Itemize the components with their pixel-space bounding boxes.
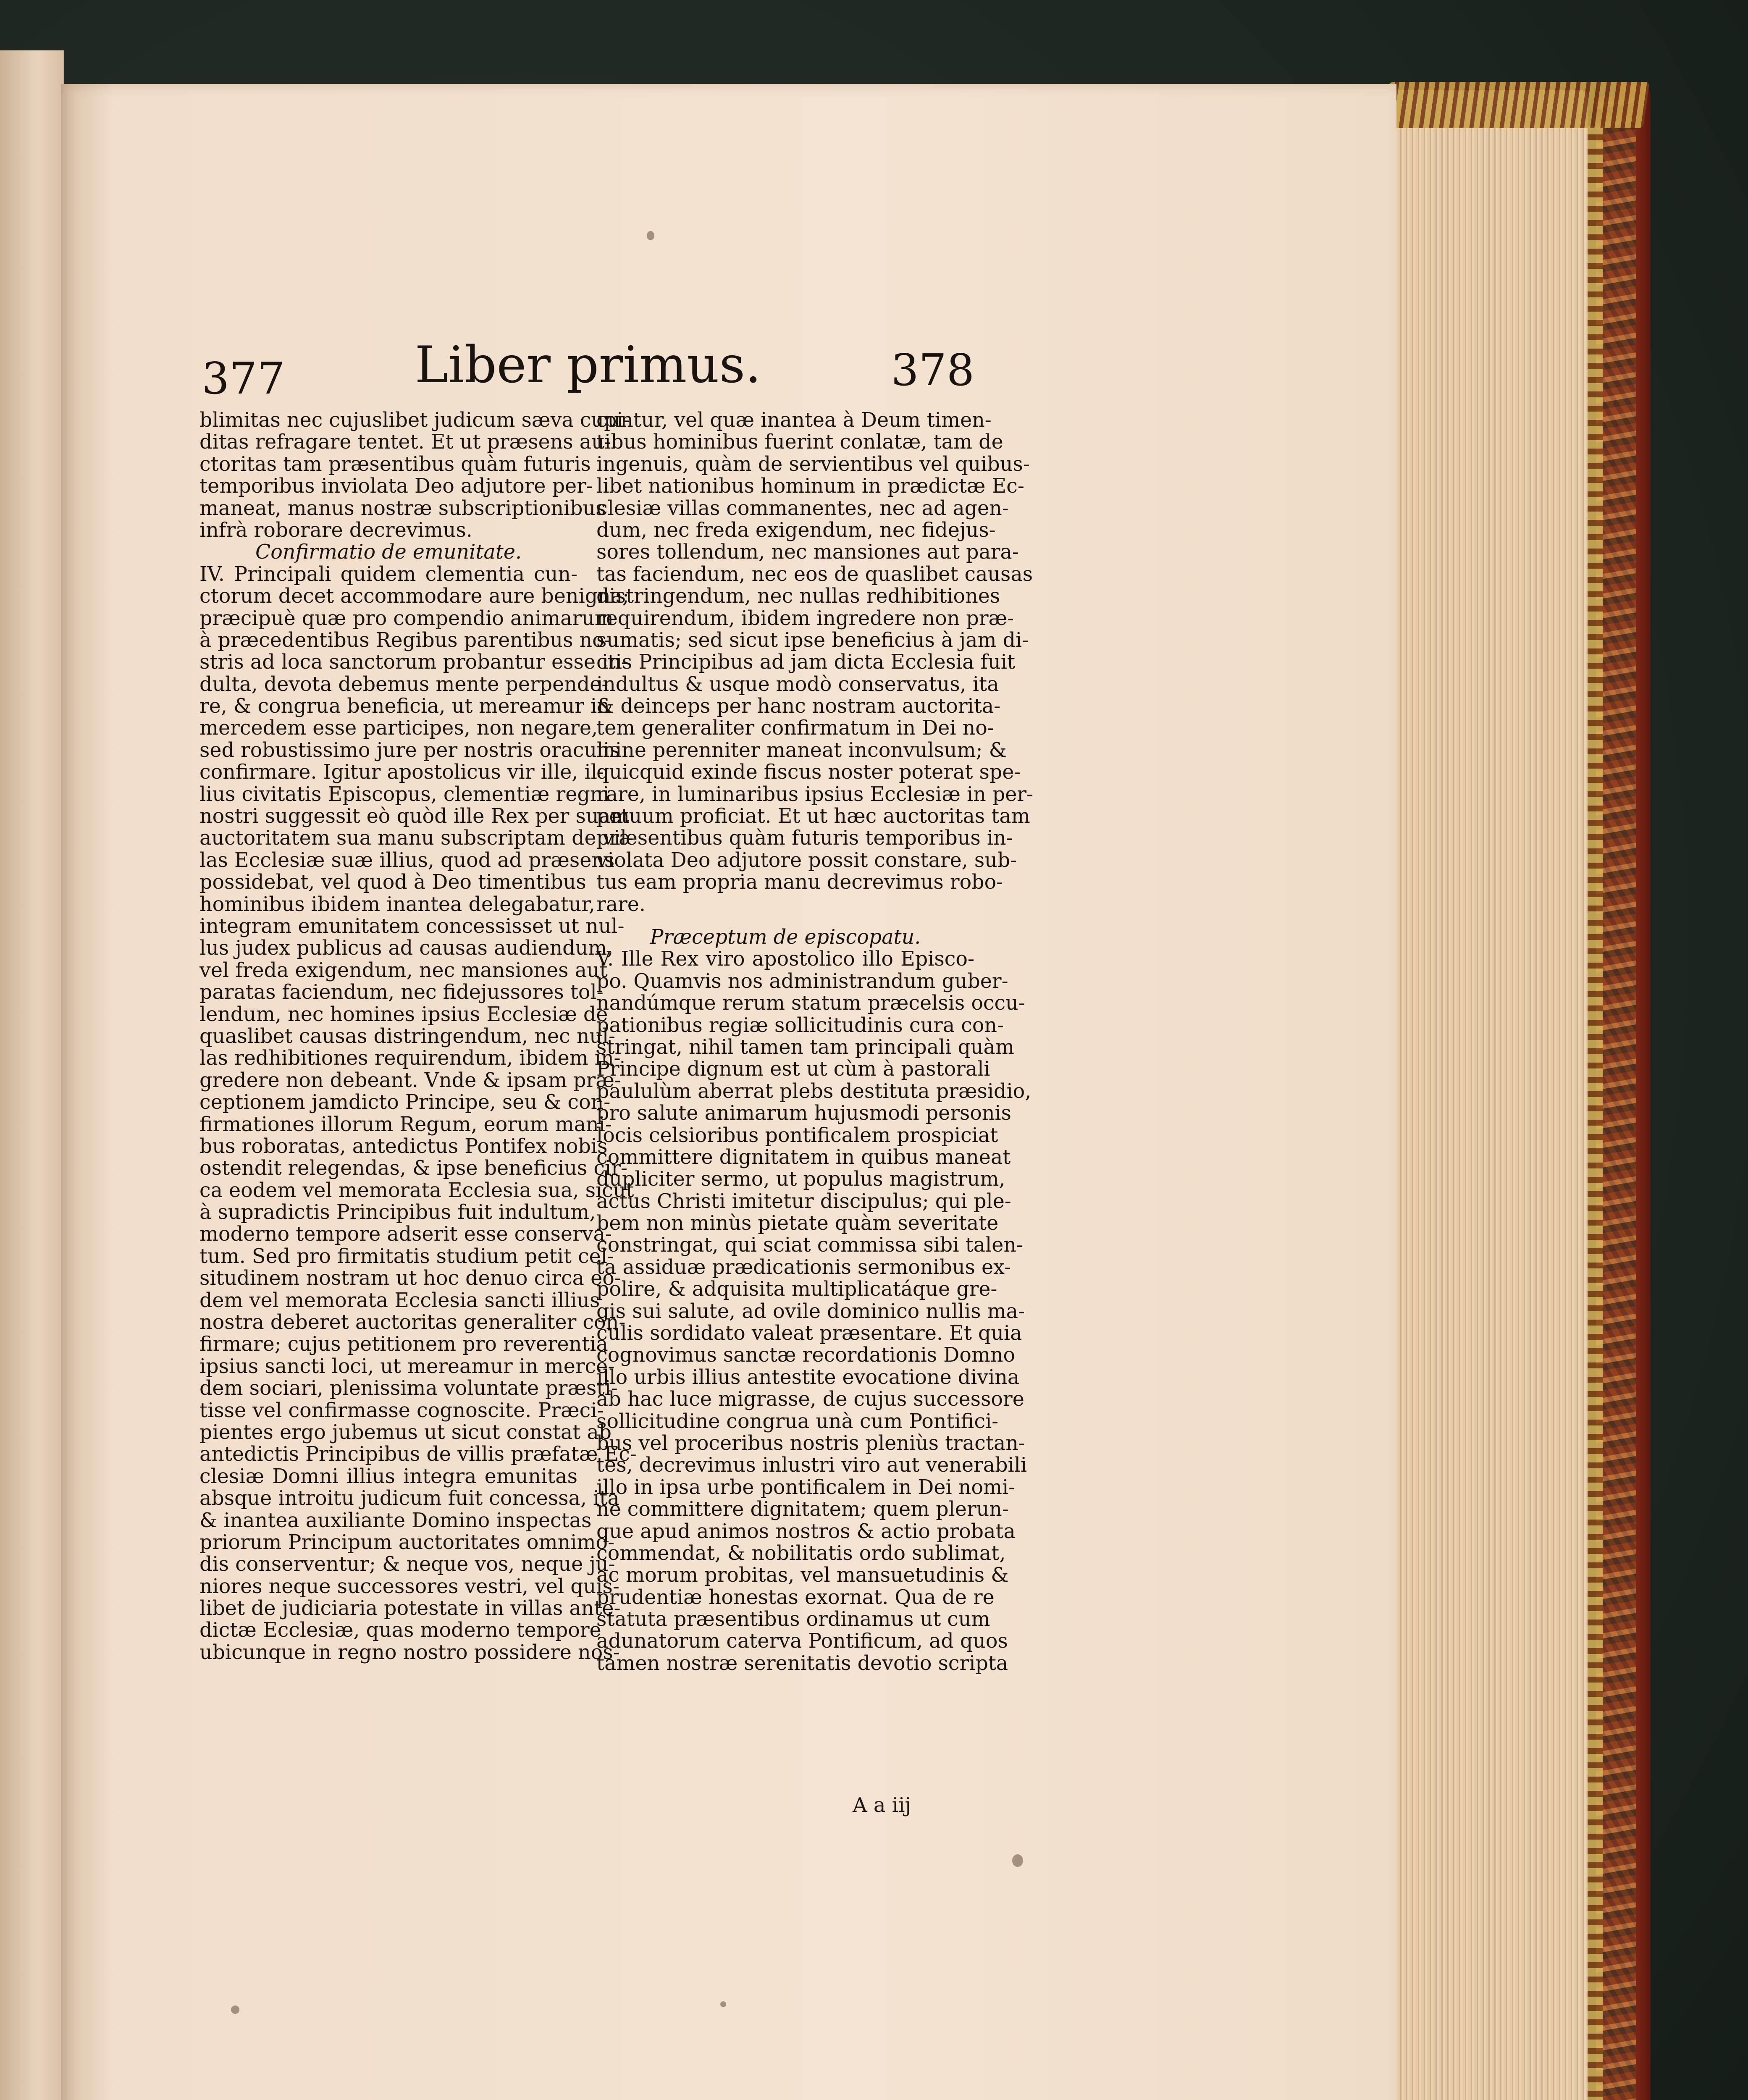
running-title: Liber primus.: [415, 336, 761, 394]
text-line: cognovimus sanctæ recordationis Domno: [596, 1344, 1016, 1367]
text-line: absque introitu judicum fuit concessa, ita: [199, 1487, 619, 1510]
text-line: prudentiæ honestas exornat. Qua de re: [596, 1586, 995, 1609]
paper-spot: [231, 2006, 239, 2014]
text-line: dum, nec freda exigendum, nec fidejus-: [596, 518, 996, 542]
text-line: po. Quamvis nos administrandum guber-: [596, 969, 1008, 993]
text-line: ctoritas tam præsentibus quàm futuris: [199, 452, 591, 476]
text-line: pro salute animarum hujusmodi personis: [596, 1102, 1012, 1125]
text-line: IV. Principali quidem clementia cun-: [199, 562, 577, 586]
text-line: moderno tempore adserit esse conserva-: [199, 1223, 612, 1246]
text-line: tibus hominibus fuerint conlatæ, tam de: [596, 430, 1003, 454]
text-line: bus roboratas, antedictus Pontifex nobis: [199, 1134, 608, 1158]
page-edges: [1386, 90, 1588, 2100]
text-line: petuum proficiat. Et ut hæc auctoritas tam: [596, 805, 1030, 828]
text-line: ceptionem jamdicto Principe, seu & con-: [199, 1091, 611, 1114]
text-line: auctoritatem sua manu subscriptam de vil-: [199, 827, 633, 850]
text-line: clesiæ villas commanentes, nec ad agen-: [596, 496, 1009, 520]
text-line: dulta, devota debemus mente perpende-: [199, 672, 609, 696]
facing-page-edge: [0, 50, 64, 2100]
text-line: culis sordidato valeat præsentare. Et quia: [596, 1322, 1022, 1345]
text-line: nandúmque rerum statum præcelsis occu-: [596, 992, 1025, 1015]
text-line: bem non minùs pietate quàm severitate: [596, 1212, 999, 1235]
text-line: ctis Principibus ad jam dicta Ecclesia fuit: [596, 651, 1016, 674]
text-line: bus vel proceribus nostris pleniùs tractan-: [596, 1431, 1025, 1455]
text-line: ipsius sancti loci, ut mereamur in merce-: [199, 1354, 615, 1378]
text-line: clesiæ Domni illius integra emunitas: [199, 1465, 577, 1488]
text-line: cuntur, vel quæ inantea à Deum timen-: [596, 409, 992, 432]
text-line: firmare; cujus petitionem pro reverentia: [199, 1333, 608, 1356]
text-line: infrà roborare decrevimus.: [199, 518, 472, 542]
text-line: lius civitatis Episcopus, clementiæ regni: [199, 782, 609, 806]
text-line: tus eam propria manu decrevimus robo-: [596, 871, 1003, 894]
text-line: statuta præsentibus ordinamus ut cum: [596, 1608, 990, 1631]
text-line: dem vel memorata Ecclesia sancti illius: [199, 1289, 600, 1312]
text-line: sollicitudine congrua unà cum Pontifici-: [596, 1410, 999, 1433]
text-line: locis celsioribus pontificalem prospiciat: [596, 1124, 998, 1147]
text-line: illo urbis illius antestite evocatione divina: [596, 1365, 1020, 1389]
text-line: stringat, nihil tamen tam principali quàm: [596, 1035, 1014, 1059]
text-line: adunatorum caterva Pontificum, ad quos: [596, 1630, 1008, 1653]
page-number-right: 378: [891, 344, 974, 396]
text-line: gis sui salute, ad ovile dominico nullis ma-: [596, 1299, 1025, 1323]
text-line: las Ecclesiæ suæ illius, quod ad præsens: [199, 848, 615, 872]
text-line: tum. Sed pro firmitatis studium petit cel-: [199, 1244, 614, 1268]
paper-spot: [720, 2001, 726, 2007]
paper-spot: [1012, 1854, 1023, 1867]
text-line: priorum Principum auctoritates omnimo-: [199, 1530, 615, 1554]
text-line: re, & congrua beneficia, ut mereamur in: [199, 695, 610, 718]
text-line: vel freda exigendum, nec mansiones aut: [199, 958, 608, 982]
text-line: stris ad loca sanctorum probantur esse in-: [199, 651, 628, 674]
text-line: dis conserventur; & neque vos, neque ju-: [199, 1553, 615, 1576]
text-line: integram emunitatem concessisset ut nul-: [199, 914, 625, 938]
text-line: niores neque successores vestri, vel quis-: [199, 1575, 619, 1598]
text-line: distringendum, nec nullas redhibitiones: [596, 585, 1000, 608]
signature-mark: A a iij: [853, 1793, 911, 1817]
text-line: ca eodem vel memorata Ecclesia sua, sicut: [199, 1179, 634, 1202]
text-line: libet nationibus hominum in prædictæ Ec-: [596, 475, 1024, 498]
text-line: sumatis; sed sicut ipse beneficius à jam di-: [596, 628, 1029, 652]
text-line: sores tollendum, nec mansiones aut para-: [596, 541, 1019, 564]
text-line: actus Christi imitetur discipulus; qui ple-: [596, 1189, 1011, 1213]
text-line: tisse vel confirmasse cognoscite. Præci-: [199, 1399, 604, 1422]
text-line: polire, & adquisita multiplicatáque gre-: [596, 1278, 997, 1301]
text-line: dem sociari, plenissima voluntate præsti-: [199, 1377, 618, 1400]
text-line: sed robustissimo jure per nostris oraculis: [199, 738, 620, 762]
text-line: à præcedentibus Regibus parentibus no-: [199, 628, 611, 652]
text-line: nostra deberet auctoritas generaliter con-: [199, 1311, 626, 1334]
text-line: lendum, nec homines ipsius Ecclesiæ de: [199, 1003, 608, 1026]
section-heading: Præceptum de episcopatu.: [650, 925, 921, 949]
paragraph-gap: [596, 916, 974, 927]
text-line: rare, in luminaribus ipsius Ecclesiæ in per-: [596, 782, 1034, 806]
text-line: las redhibitiones requirendum, ibidem in-: [199, 1047, 621, 1070]
gilt-border-top: [1383, 82, 1649, 128]
text-line: paululùm aberrat plebs destituta præsidio,: [596, 1079, 1031, 1103]
text-line: & inantea auxiliante Domino inspectas: [199, 1509, 592, 1532]
page-number-left: 377: [202, 353, 285, 404]
gilt-border: [1588, 126, 1603, 2100]
text-line: ne committere dignitatem; quem plerun-: [596, 1498, 1009, 1521]
text-line: quicquid exinde fiscus noster poterat spe-: [596, 761, 1021, 784]
text-line: & deinceps per hanc nostram auctorita-: [596, 695, 1001, 718]
text-line: nostri suggessit eò quòd ille Rex per suam: [199, 805, 630, 828]
text-line: ingenuis, quàm de servientibus vel quibus-: [596, 452, 1030, 476]
text-line: que apud animos nostros & actio probata: [596, 1520, 1016, 1543]
paper-spot: [647, 231, 654, 240]
text-line: pationibus regiæ sollicitudinis cura con-: [596, 1013, 1004, 1037]
text-line: à supradictis Principibus fuit indultum,: [199, 1201, 596, 1224]
text-line: antedictis Principibus de villis præfatæ Ec-: [199, 1443, 637, 1466]
text-line: ta assiduæ prædicationis sermonibus ex-: [596, 1255, 1011, 1279]
text-line: committere dignitatem in quibus maneat: [596, 1145, 1011, 1169]
text-line: illo in ipsa urbe pontificalem in Dei nomi-: [596, 1475, 1016, 1499]
text-line: quaslibet causas distringendum, nec nul-: [199, 1024, 616, 1048]
text-line: firmationes illorum Regum, eorum mani-: [199, 1113, 612, 1136]
text-line: confirmare. Igitur apostolicus vir ille, il-: [199, 761, 604, 784]
text-column-left: [199, 409, 637, 1858]
text-line: maneat, manus nostræ subscriptionibus: [199, 496, 606, 520]
text-line: ab hac luce migrasse, de cujus successore: [596, 1388, 1024, 1411]
text-line: hominibus ibidem inantea delegabatur,: [199, 892, 595, 916]
text-line: ostendit relegendas, & ipse beneficius cir-: [199, 1157, 627, 1180]
page-header: [202, 336, 974, 407]
text-line: violata Deo adjutore possit constare, sub-: [596, 848, 1017, 872]
text-line: blimitas nec cujuslibet judicum sæva cupi-: [199, 409, 630, 432]
text-line: tamen nostræ serenitatis devotio scripta: [596, 1651, 1008, 1675]
text-column-right: [596, 409, 1034, 1858]
text-line: commendat, & nobilitatis ordo sublimat,: [596, 1541, 1006, 1565]
text-line: ditas refragare tentet. Et ut præsens au-: [199, 430, 611, 454]
text-line: temporibus inviolata Deo adjutore per-: [199, 475, 593, 498]
text-line: ubicunque in regno nostro possidere nos-: [199, 1641, 620, 1664]
text-line: situdinem nostram ut hoc denuo circa eo-: [199, 1267, 621, 1290]
text-line: pientes ergo jubemus ut sicut constat ab: [199, 1420, 612, 1444]
text-line: dictæ Ecclesiæ, quas moderno tempore: [199, 1619, 601, 1642]
text-line: mine perenniter maneat inconvulsum; &: [596, 738, 1007, 762]
text-line: indultus & usque modò conservatus, ita: [596, 672, 999, 696]
text-line: possidebat, vel quod à Deo timentibus: [199, 871, 586, 894]
text-line: ctorum decet accommodare aure benigna;: [199, 585, 630, 608]
text-line: Principe dignum est ut cùm à pastorali: [596, 1058, 990, 1081]
section-heading: Confirmatio de emunitate.: [255, 541, 522, 564]
text-line: tas faciendum, nec eos de quaslibet causas: [596, 562, 1033, 586]
text-line: rare.: [596, 892, 646, 916]
text-line: V. Ille Rex viro apostolico illo Episco-: [596, 948, 974, 971]
text-line: libet de judiciaria potestate in villas ante-: [199, 1597, 621, 1620]
text-line: requirendum, ibidem ingredere non præ-: [596, 606, 1014, 630]
text-line: constringat, qui sciat commissa sibi talen-: [596, 1234, 1023, 1257]
text-line: tem generaliter confirmatum in Dei no-: [596, 717, 994, 740]
text-line: paratas faciendum, nec fidejussores tol-: [199, 981, 604, 1004]
text-line: lus judex publicus ad causas audiendum,: [199, 937, 614, 960]
text-line: tes, decrevimus inlustri viro aut venerabili: [596, 1454, 1027, 1477]
text-line: præcipuè quæ pro compendio animarum: [199, 606, 614, 630]
text-line: præsentibus quàm futuris temporibus in-: [596, 827, 1013, 850]
text-line: gredere non debeant. Vnde & ipsam præ-: [199, 1068, 621, 1092]
text-line: mercedem esse participes, non negare,: [199, 717, 598, 740]
text-line: ac morum probitas, vel mansuetudinis &: [596, 1564, 1009, 1587]
text-line: dupliciter sermo, ut populus magistrum,: [596, 1168, 1005, 1191]
